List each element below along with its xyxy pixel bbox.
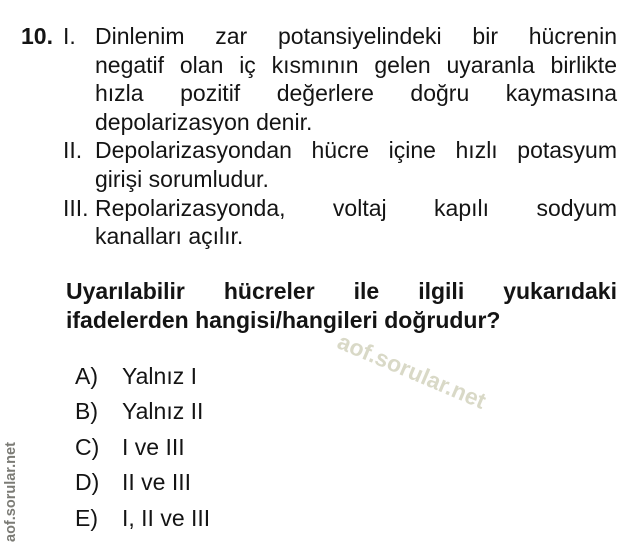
statement-line: hızla pozitif değerlere doğru kaymasına xyxy=(95,80,617,107)
statement-line: negatif olan iç kısmının gelen uyaranla birlikte xyxy=(95,51,617,78)
watermark-diagonal: aof.sorular.net xyxy=(333,328,490,414)
statement-text xyxy=(95,22,617,136)
statement-item-2 xyxy=(63,136,617,193)
option-e xyxy=(75,504,495,539)
statement-text xyxy=(95,136,617,193)
statement-text xyxy=(95,194,617,251)
statement-line: Depolarizasyondan hücre içine hızlı potasyum xyxy=(95,137,617,164)
statement-marker: III. xyxy=(63,194,89,221)
option-text: Yalnız I xyxy=(122,363,197,389)
statement-line: kanalları açılır. xyxy=(95,223,244,250)
statement-line: Repolarizasyonda, voltaj kapılı sodyum xyxy=(95,194,617,221)
option-c xyxy=(75,433,495,468)
option-d xyxy=(75,468,495,503)
statements-list xyxy=(63,22,617,251)
options-list xyxy=(75,362,495,539)
question-stem xyxy=(66,277,617,334)
statement-line: depolarizasyon denir. xyxy=(95,108,313,135)
option-letter: D) xyxy=(75,469,100,496)
option-letter: E) xyxy=(75,504,98,531)
question-stem-line: Uyarılabilir hücreler ile ilgili yukarıdaki xyxy=(66,278,617,304)
watermark-vertical: aof.sorular.net xyxy=(3,442,19,542)
question-number: 10. xyxy=(21,23,53,49)
statement-marker: I. xyxy=(63,23,76,49)
option-letter: C) xyxy=(75,433,100,460)
statement-item-3 xyxy=(63,194,617,251)
statement-marker: II. xyxy=(63,137,83,164)
question-stem-line: ifadelerden hangisi/hangileri doğrudur? xyxy=(66,306,501,333)
option-b xyxy=(75,397,495,432)
option-text: Yalnız II xyxy=(122,398,204,425)
option-a xyxy=(75,362,495,397)
option-letter: A) xyxy=(75,363,98,389)
option-text: II ve III xyxy=(122,469,192,496)
option-text: I, II ve III xyxy=(122,504,211,531)
statement-line: Dinlenim zar potansiyelindeki bir hücrenin xyxy=(95,23,617,49)
statement-item-1 xyxy=(63,22,617,136)
statement-line: girişi sorumludur. xyxy=(95,165,269,192)
option-text: I ve III xyxy=(122,433,185,460)
option-letter: B) xyxy=(75,398,98,425)
